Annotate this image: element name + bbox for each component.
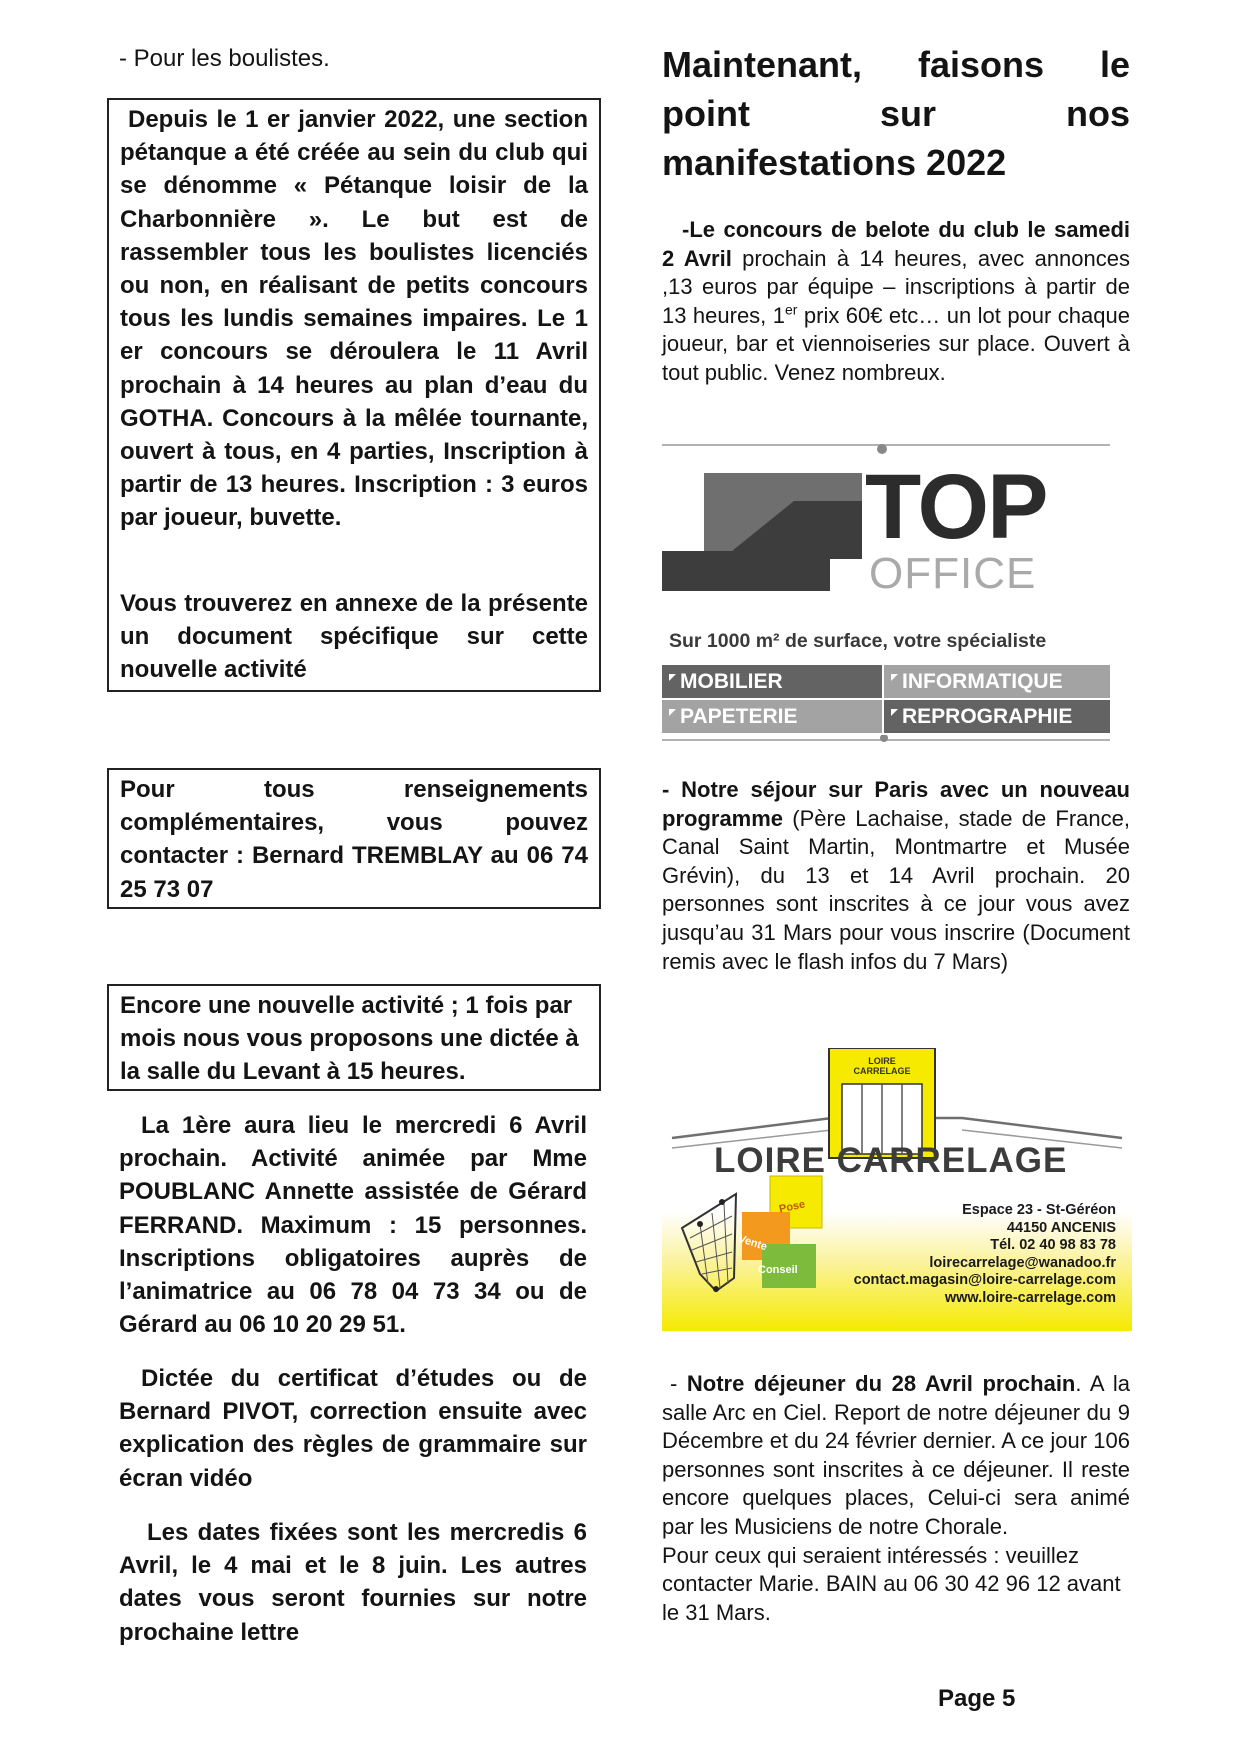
belote-text-a: prochain à 14 heures, avec annonces ,13 euros par équipe – inscriptions à partir de 13 heures, 1 [662, 245, 1130, 328]
dictee-dates-paragraph: Les dates fixées sont les mercredis 6 Avril, le 4 mai et le 8 juin. Les autres dates vous seront fournies sur notre prochaine lettre [119, 1519, 587, 1646]
dejeuner-heading: Notre déjeuner du 28 Avril prochain [686, 1371, 1076, 1396]
category-informatique: INFORMATIQUE [884, 665, 1110, 698]
top-office-brand-top: TOP [865, 456, 1047, 558]
loire-address2: 44150 ANCENIS [1006, 1219, 1116, 1236]
section-heading-boulistes: - Pour les boulistes. [119, 45, 330, 72]
dejeuner-dash: - [670, 1371, 687, 1396]
top-office-tagline: Sur 1000 m² de surface, votre spécialiste [669, 630, 1047, 652]
loire-carrelage-ad [662, 1048, 1132, 1331]
dejeuner-block [662, 1370, 1130, 1627]
tag-pose: Pose [778, 1198, 807, 1216]
dictee-details-paragraph: La 1ère aura lieu le mercredi 6 Avril prochain. Activité animée par Mme POUBLANC Annette assistée de Gérard FERRAND. Maximum : 15 personnes. Inscriptions obligatoires auprès de l’animatrice au 06 78 04 73 34 ou de Gérard au 06 10 20 29 51. [119, 1112, 587, 1339]
loire-email2: contact.magasin@loire-carrelage.com [853, 1272, 1116, 1289]
category-reprographie: REPROGRAPHIE [884, 700, 1110, 733]
page-number: Page 5 [938, 1685, 1016, 1712]
top-office-ad [662, 443, 1110, 745]
tag-vente: Vente [736, 1232, 769, 1254]
petanque-annex-paragraph: Vous trouverez en annexe de la présente un document spécifique sur cette nouvelle activité [120, 590, 588, 684]
dictee-paragraph: Encore une nouvelle activité ; 1 fois par mois nous vous proposons une dictée à la salle du Levant à 15 heures. [120, 992, 579, 1086]
belote-heading: -Le concours de belote du club le samedi 2 Avril [662, 217, 1130, 271]
building-sign: LOIRE CARRELAGE [853, 1056, 911, 1076]
loire-contact-block [854, 1202, 1116, 1308]
dejeuner-contact-paragraph: Pour ceux qui seraient intéressés : veuillez contacter Marie. BAIN au 06 30 42 96 12 avant le 31 Mars. [662, 1542, 1121, 1625]
top-office-brand-bottom: OFFICE [869, 549, 1037, 598]
ad-bottom-line [662, 735, 1110, 745]
dejeuner-text: . A la salle Arc en Ciel. Report de notre déjeuner du 9 Décembre et du 24 février dernier. A ce jour 106 personnes sont inscrites à ce déjeuner. Il reste encore quelques places, Celui-ci sera animé par les Musiciens de notre Chorale. [662, 1371, 1130, 1539]
loire-phone: Tél. 02 40 98 83 78 [990, 1237, 1116, 1254]
tag-conseil: Conseil [758, 1264, 798, 1276]
category-mobilier: MOBILIER [662, 665, 882, 698]
loire-address1: Espace 23 - St-Géréon [962, 1202, 1116, 1218]
paris-text: (Père Lachaise, stade de France, Canal Saint Martin, Montmartre et Musée Grévin), du 13 et 14 Avril prochain. 20 personnes sont inscrites à ce jour vous avez jusqu’au 31 Mars pour vous inscrire (Document remis avec le flash infos du 7 Mars) [662, 805, 1130, 974]
dictee-description-paragraph: Dictée du certificat d’études ou de Bernard PIVOT, correction ensuite avec explication des règles de grammaire sur écran vidéo [119, 1365, 587, 1492]
belote-text-b: prix 60€ etc… un lot pour chaque joueur, bar et viennoiseries sur place. Ouvert à tout public. Venez nombreux. [662, 302, 1130, 385]
loire-brand-name: LOIRE CARRELAGE [714, 1141, 1068, 1180]
paris-paragraph [662, 776, 1130, 976]
belote-paragraph [662, 216, 1130, 388]
petanque-paragraph: Depuis le 1 er janvier 2022, une section pétanque a été créée au sein du club qui se dénomme « Pétanque loisir de la Charbonnière ». Le but est de rassembler tous les boulistes licenciés ou non, en réalisant de petits concours tous les lundis semaines impaires. Le 1 er concours se déroulera le 11 Avril prochain à 14 heures au plan d’eau du GOTHA. Concours à la mêlée tournante, ouvert à tous, en 4 parties, Inscription à partir de 13 heures. Inscription : 3 euros par joueur, buvette. [120, 106, 588, 532]
ad-top-mark [877, 444, 887, 454]
loire-website: www.loire-carrelage.com [944, 1289, 1116, 1306]
page-title: Maintenant, faisons le point sur nos manifestations 2022 [662, 44, 1130, 183]
dejeuner-paragraph [662, 1370, 1130, 1542]
paris-heading: - Notre séjour sur Paris avec un nouveau programme [662, 777, 1130, 831]
category-papeterie: PAPETERIE [662, 700, 882, 733]
loire-email1: loirecarrelage@wanadoo.fr [929, 1254, 1116, 1271]
petanque-box [107, 98, 601, 692]
belote-sup: er [784, 301, 798, 318]
dictee-box [107, 984, 601, 1091]
contact-paragraph: Pour tous renseignements complémentaires, vous pouvez contacter : Bernard TREMBLAY au 06 74 25 73 07 [120, 776, 588, 903]
contact-box [107, 768, 601, 909]
